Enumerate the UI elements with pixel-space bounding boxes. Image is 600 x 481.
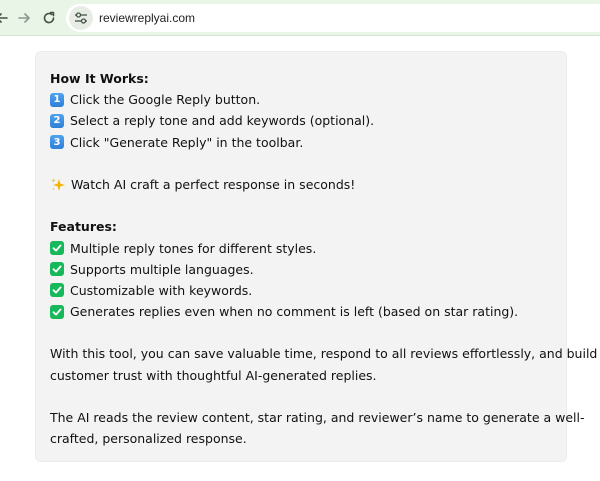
url-text[interactable]: reviewreplyai.com (99, 11, 196, 25)
paragraph-2-line-2: crafted, personalized response. (50, 431, 247, 447)
tune-icon (74, 12, 88, 24)
step-text: Click the Google Reply button. (70, 92, 261, 108)
card-content (50, 68, 598, 449)
watch-line (50, 174, 556, 195)
step-item (50, 89, 556, 110)
browser-toolbar (0, 0, 600, 36)
watch-text: Watch AI craft a perfect response in seconds! (71, 176, 356, 192)
info-card (35, 51, 598, 462)
step-text: Click "Generate Reply" in the toolbar. (70, 134, 304, 150)
check-mark-icon (50, 241, 64, 255)
spacer (50, 322, 556, 343)
feature-text: Customizable with keywords. (70, 282, 253, 298)
keycap-number-icon: 3 (50, 135, 64, 149)
paragraph-2-line-1: The AI reads the review content, star rating, and reviewer’s name to generate a well- (50, 410, 585, 425)
arrow-right-icon (17, 11, 31, 25)
spacer (50, 195, 556, 216)
step-item (50, 132, 556, 153)
step-text: Select a reply tone and add keywords (optional). (70, 113, 375, 129)
address-bar[interactable] (66, 4, 600, 32)
site-info-button[interactable] (69, 6, 93, 30)
reload-button[interactable] (38, 7, 60, 29)
reload-icon (42, 11, 56, 25)
spacer (50, 153, 556, 174)
paragraph-1-line-1: With this tool, you can save valuable time, respond to all reviews effortlessly, and build (50, 346, 598, 362)
check-mark-icon (50, 283, 64, 297)
arrow-left-icon (0, 11, 9, 25)
feature-item (50, 259, 556, 280)
feature-item (50, 238, 556, 259)
feature-text: Supports multiple languages. (70, 261, 254, 277)
feature-item (50, 301, 556, 322)
sparkles-icon (50, 177, 66, 193)
keycap-number-icon: 1 (50, 93, 64, 107)
feature-text: Multiple reply tones for different styles. (70, 240, 317, 256)
paragraph-1-line-2: customer trust with thoughtful AI-generated replies. (50, 367, 377, 383)
spacer (50, 386, 556, 407)
check-mark-icon (50, 305, 64, 319)
check-mark-icon (50, 262, 64, 276)
how-it-works-heading: How It Works: (50, 71, 149, 86)
features-heading: Features: (50, 219, 117, 235)
feature-text: Generates replies even when no comment is left (based on star rating). (70, 304, 519, 320)
keycap-number-icon: 2 (50, 114, 64, 128)
forward-button[interactable] (13, 7, 35, 29)
back-button[interactable] (0, 7, 13, 29)
feature-item (50, 280, 556, 301)
step-item (50, 110, 556, 131)
